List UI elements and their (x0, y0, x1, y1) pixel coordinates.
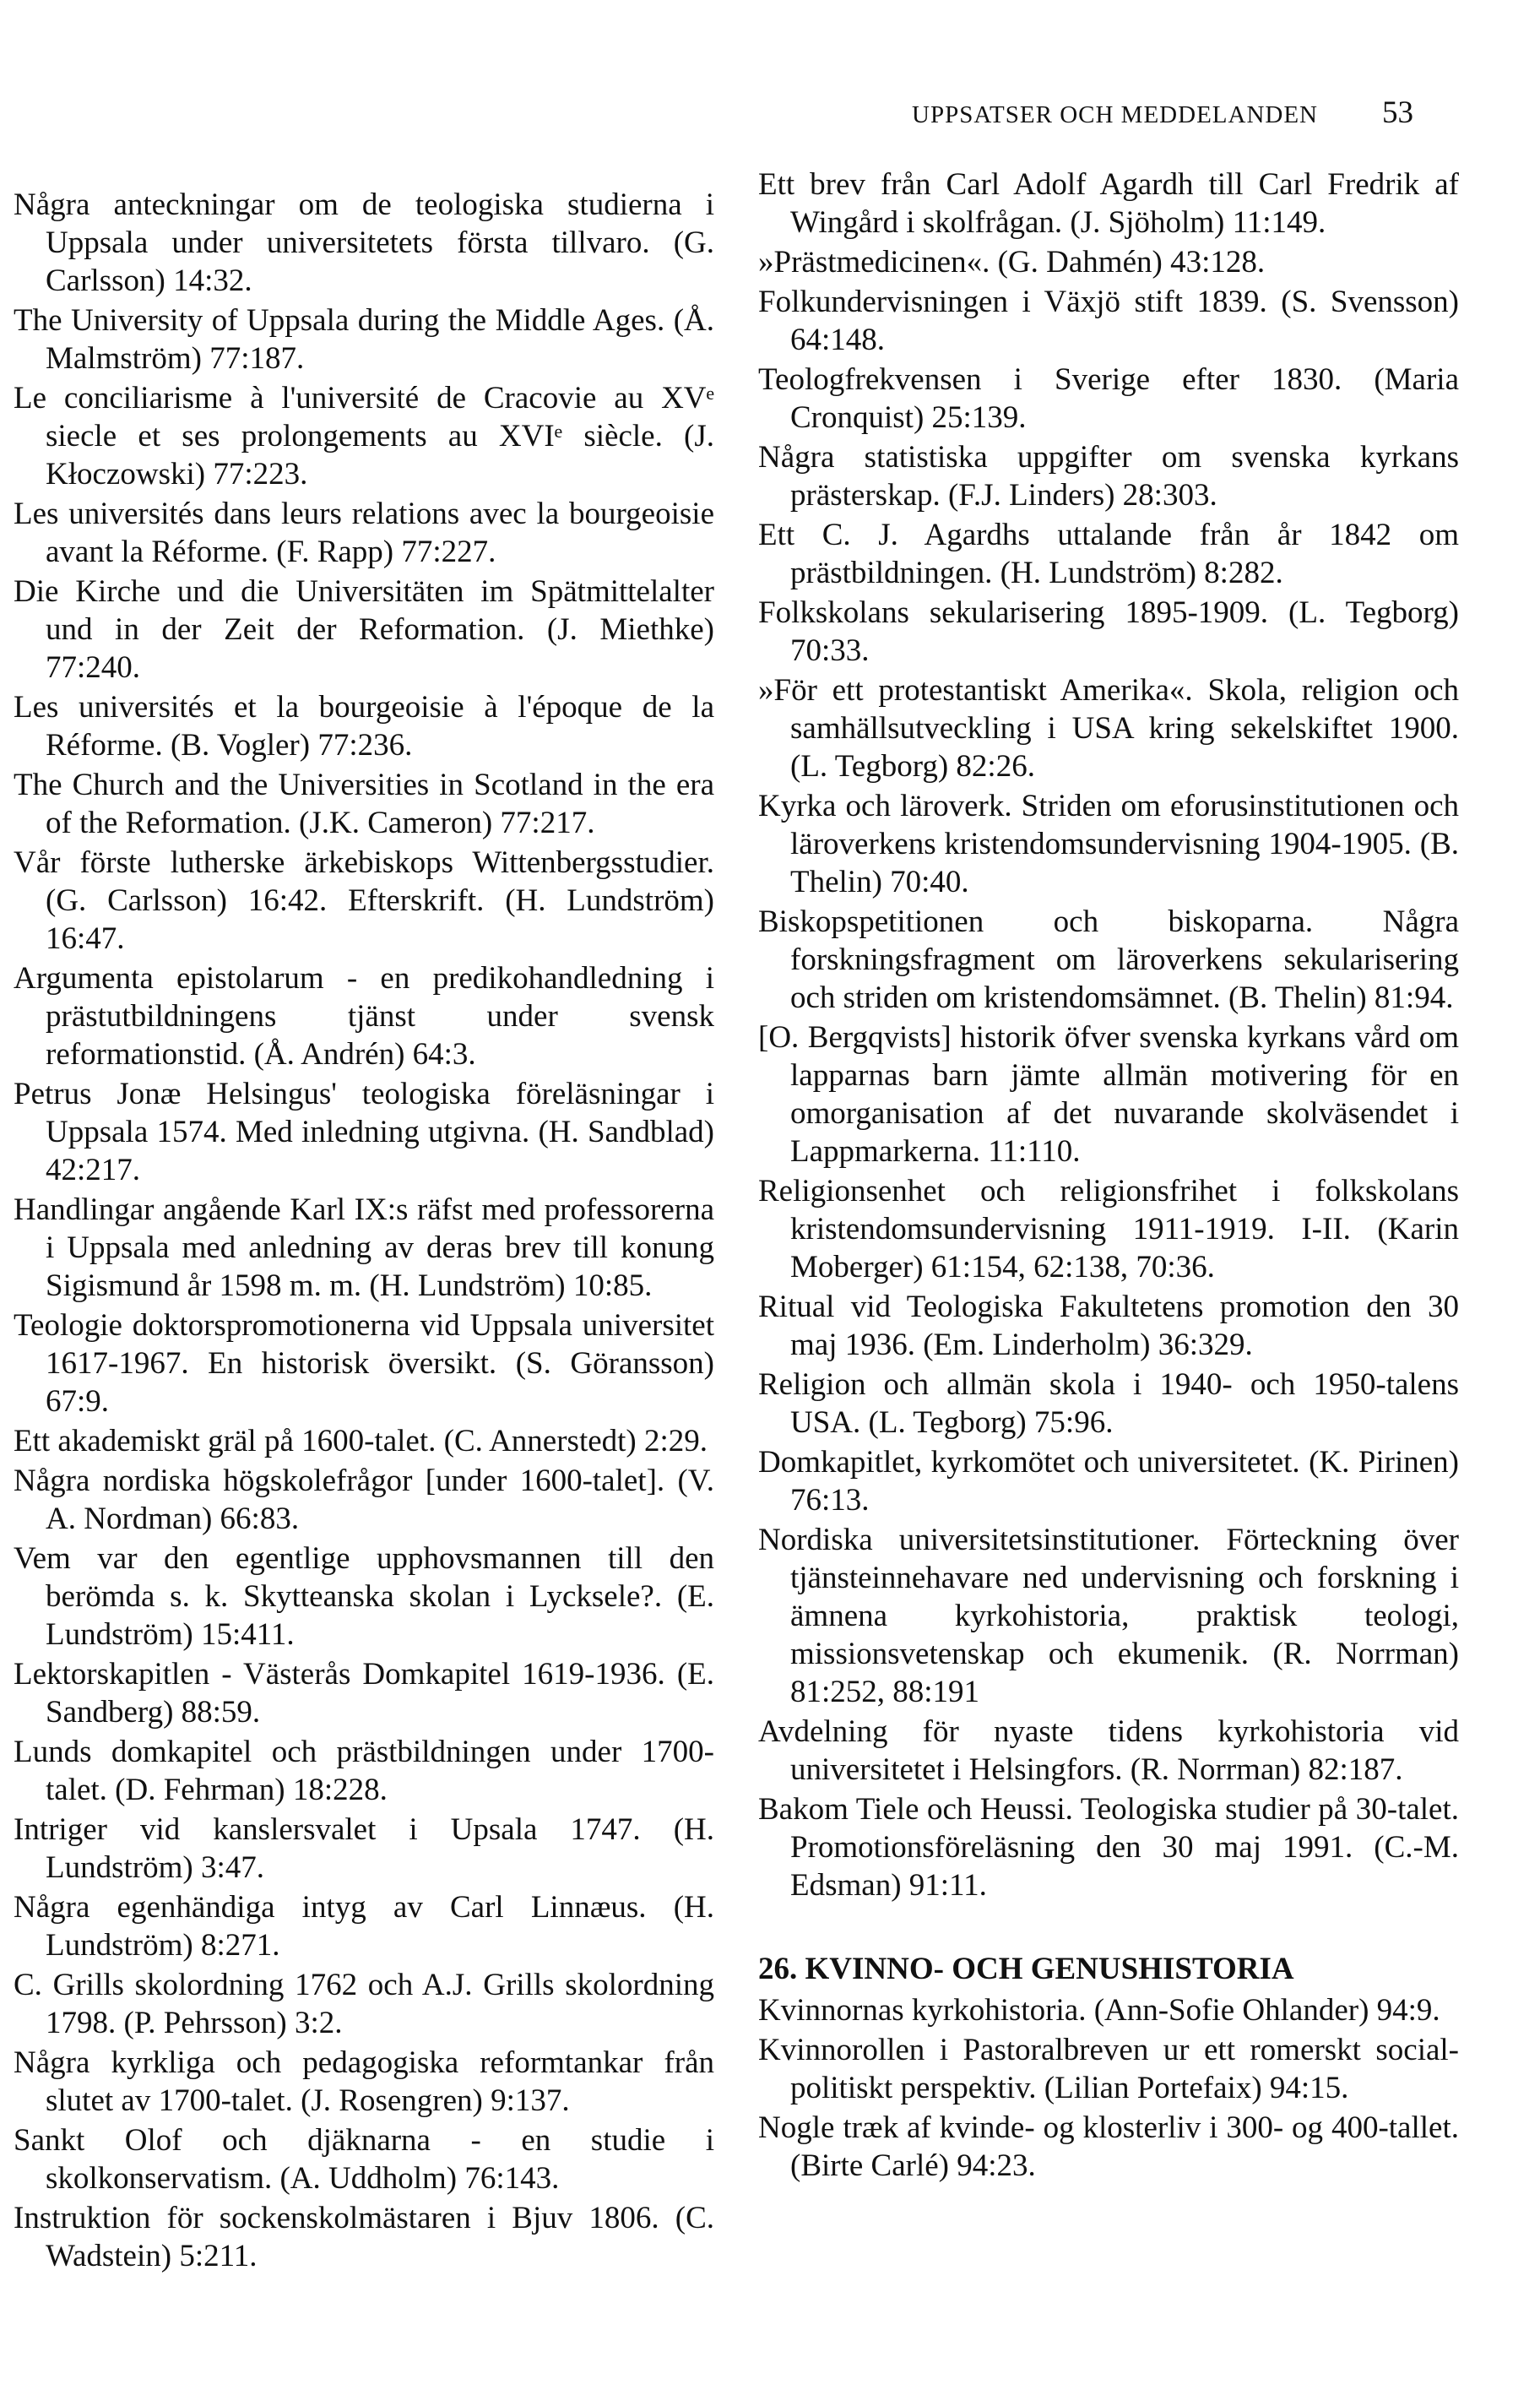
running-head-title: UPPSATSER OCH MEDDELANDEN (912, 101, 1318, 128)
bibliography-entry: Nordiska universitetsinstitutioner. Förteckning över tjänsteinnehavare ned undervisning och forskning i ämnena kyrkohistoria, praktisk teologi, missionsvetenskap och ekumenik. (R. Norrman) 81:252, 88:191 (758, 1523, 1459, 1709)
bibliography-entry: Domkapitlet, kyrkomötet och universitetet. (K. Pirinen) 76:13. (758, 1445, 1459, 1518)
bibliography-entry: Vem var den egentlige upphovsmannen till den berömda s. k. Skytteanska skolan i Lycksele?. (E. Lundström) 15:411. (14, 1541, 714, 1652)
bibliography-entry: Les universités dans leurs relations avec la bourgeoisie avant la Réforme. (F. Rapp) 77:227. (14, 497, 714, 569)
bibliography-entry: Teologfrekvensen i Sverige efter 1830. (Maria Cronquist) 25:139. (758, 362, 1459, 435)
bibliography-entry: Avdelning för nyaste tidens kyrkohistoria vid universitetet i Helsingfors. (R. Norrman) 82:187. (758, 1714, 1459, 1787)
bibliography-entry: Religionsenhet och religionsfrihet i folkskolans kristendomsundervisning 1911-1919. I-II. (Karin Moberger) 61:154, 62:138, 70:36. (758, 1174, 1459, 1284)
bibliography-entry: Folkundervisningen i Växjö stift 1839. (S. Svensson) 64:148. (758, 285, 1459, 357)
bibliography-entry: Några kyrkliga och pedagogiska reformtankar från slutet av 1700-talet. (J. Rosengren) 9:137. (14, 2045, 714, 2118)
bibliography-entry: Folkskolans sekularisering 1895-1909. (L. Tegborg) 70:33. (758, 595, 1459, 668)
page-number: 53 (1382, 95, 1413, 130)
bibliography-entry: The University of Uppsala during the Middle Ages. (Å. Malmström) 77:187. (14, 303, 714, 376)
bibliography-entry: Nogle træk af kvinde- og klosterliv i 300- og 400-tallet. (Birte Carlé) 94:23. (758, 2110, 1459, 2183)
bibliography-entry: Lektorskapitlen - Västerås Domkapitel 1619-1936. (E. Sandberg) 88:59. (14, 1657, 714, 1730)
bibliography-entry: Några anteckningar om de teologiska studierna i Uppsala under universitetets första tillvaro. (G. Carlsson) 14:32. (14, 187, 714, 298)
bibliography-entry: Intriger vid kanslersvalet i Upsala 1747. (H. Lundström) 3:47. (14, 1812, 714, 1885)
bibliography-entry: Kyrka och läroverk. Striden om eforusinstitutionen och läroverkens kristendomsundervisning 1904-1905. (B. Thelin) 70:40. (758, 789, 1459, 899)
running-head (912, 95, 1413, 137)
bibliography-entry: [O. Bergqvists] historik öfver svenska kyrkans vård om lapparnas barn jämte allmän motivering för en omorganisation af det nuvarande skolväsendet i Lappmarkerna. 11:110. (758, 1020, 1459, 1169)
bibliography-entry: Sankt Olof och djäknarna - en studie i skolkonservatism. (A. Uddholm) 76:143. (14, 2123, 714, 2196)
bibliography-entry: Handlingar angående Karl IX:s räfst med professorerna i Uppsala med anledning av deras brev till konung Sigismund år 1598 m. m. (H. Lundström) 10:85. (14, 1192, 714, 1303)
bibliography-entry: Några nordiska högskolefrågor [under 1600-talet]. (V. A. Nordman) 66:83. (14, 1464, 714, 1536)
bibliography-entry: Argumenta epistolarum - en predikohandledning i prästutbildningens tjänst under svensk reformationstid. (Å. Andrén) 64:3. (14, 961, 714, 1072)
bibliography-entry: Ett akademiskt gräl på 1600-talet. (C. Annerstedt) 2:29. (14, 1424, 708, 1458)
bibliography-entry: C. Grills skolordning 1762 och A.J. Grills skolordning 1798. (P. Pehrsson) 3:2. (14, 1968, 714, 2040)
bibliography-entry: Lunds domkapitel och prästbildningen under 1700-talet. (D. Fehrman) 18:228. (14, 1735, 714, 1807)
bibliography-entry: Ett brev från Carl Adolf Agardh till Carl Fredrik af Wingård i skolfrågan. (J. Sjöholm) 11:149. (758, 167, 1459, 240)
bibliography-entry: Teologie doktorspromotionerna vid Uppsala universitet 1617-1967. En historisk översikt. (S. Göransson) 67:9. (14, 1308, 714, 1419)
bibliography-entry: Die Kirche und die Universitäten im Spätmittelalter und in der Zeit der Reformation. (J. Miethke) 77:240. (14, 574, 714, 685)
bibliography-entry: Ritual vid Teologiska Fakultetens promotion den 30 maj 1936. (Em. Linderholm) 36:329. (758, 1290, 1459, 1362)
bibliography-entry: Kvinnornas kyrkohistoria. (Ann-Sofie Ohlander) 94:9. (758, 1993, 1440, 2028)
bibliography-entry: Le conciliarisme à l'université de Cracovie au XVᵉ siecle et ses prolongements au XVIᵉ siècle. (J. Kłoczowski) 77:223. (14, 381, 714, 492)
section-heading: 26. KVINNO- OCH GENUSHISTORIA (758, 1952, 1294, 1986)
bibliography-entry: Biskopspetitionen och biskoparna. Några forskningsfragment om läroverkens sekularisering och striden om kristendomsämnet. (B. Thelin) 81:94. (758, 904, 1459, 1015)
right-column (758, 166, 1459, 2186)
bibliography-entry: »Prästmedicinen«. (G. Dahmén) 43:128. (758, 245, 1266, 280)
bibliography-entry: »För ett protestantiskt Amerika«. Skola, religion och samhällsutveckling i USA kring sekelskiftet 1900. (L. Tegborg) 82:26. (758, 673, 1459, 784)
bibliography-entry: Några egenhändiga intyg av Carl Linnæus. (H. Lundström) 8:271. (14, 1890, 714, 1963)
bibliography-entry: The Church and the Universities in Scotland in the era of the Reformation. (J.K. Cameron) 77:217. (14, 768, 714, 840)
bibliography-entry: Religion och allmän skola i 1940- och 1950-talens USA. (L. Tegborg) 75:96. (758, 1367, 1459, 1440)
bibliography-entry: Några statistiska uppgifter om svenska kyrkans prästerskap. (F.J. Linders) 28:303. (758, 440, 1459, 513)
bibliography-entry: Ett C. J. Agardhs uttalande från år 1842 om prästbildningen. (H. Lundström) 8:282. (758, 518, 1459, 590)
left-column (14, 186, 714, 2277)
bibliography-entry: Bakom Tiele och Heussi. Teologiska studier på 30-talet. Promotionsföreläsning den 30 maj 1991. (C.-M. Edsman) 91:11. (758, 1792, 1459, 1903)
bibliography-entry: Petrus Jonæ Helsingus' teologiska föreläsningar i Uppsala 1574. Med inledning utgivna. (H. Sandblad) 42:217. (14, 1077, 714, 1187)
bibliography-entry: Kvinnorollen i Pastoralbreven ur ett romerskt social-politiskt perspektiv. (Lilian Portefaix) 94:15. (758, 2033, 1459, 2105)
bibliography-entry: Vår förste lutherske ärkebiskops Wittenbergsstudier. (G. Carlsson) 16:42. Efterskrift. (H. Lundström) 16:47. (14, 845, 714, 956)
bibliography-entry: Instruktion för sockenskolmästaren i Bjuv 1806. (C. Wadstein) 5:211. (14, 2201, 714, 2273)
bibliography-entry: Les universités et la bourgeoisie à l'époque de la Réforme. (B. Vogler) 77:236. (14, 690, 714, 763)
